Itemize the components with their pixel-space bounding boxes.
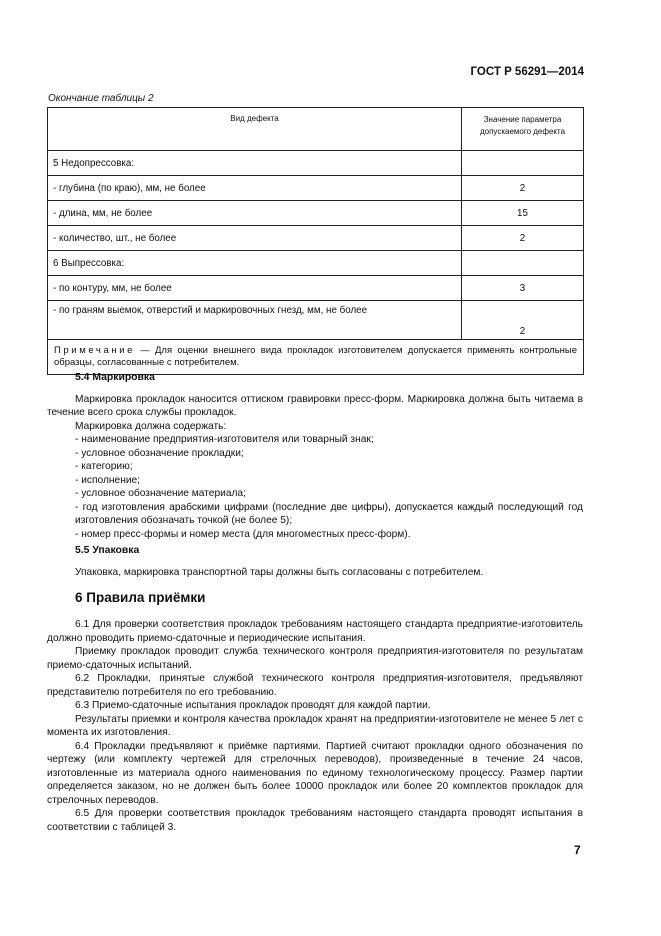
list-item: - наименование предприятия-изготовителя или товарный знак;	[75, 434, 374, 445]
paragraph: 6.3 Приемо-сдаточные испытания прокладок проводят для каждой партии.	[75, 700, 431, 711]
list-item: - год изготовления арабскими цифрами (последние две цифры), допускается каждый последующий год изготовления обозначать точкой (не более 5);	[75, 501, 583, 526]
list-item: - условное обозначение материала;	[75, 488, 246, 499]
section-title: 5.4 Маркировка	[75, 372, 155, 383]
table-row	[48, 176, 584, 201]
paragraph: Маркировка должна содержать:	[75, 420, 227, 432]
paragraph: Маркировка прокладок наносится оттиском гравировки пресс-форм. Маркировка должна быть читаема в течение всего срока службы прокладок.	[47, 393, 583, 418]
defect-value: 3	[462, 276, 584, 301]
defect-value: 15	[462, 201, 584, 226]
column-header-value-line1: Значение параметра	[483, 115, 562, 124]
defect-label: 5 Недопрессовка:	[48, 151, 462, 176]
paragraph: 6.5 Для проверки соответствия прокладок требованиям настоящего стандарта проводят испытания в соответствии с таблицей 3.	[47, 808, 583, 833]
paragraph: 6.1 Для проверки соответствия прокладок требованиям настоящего стандарта предприятие-изготовитель должно проводить приемо-сдаточные и периодические испытания.	[47, 619, 583, 644]
table-row	[48, 226, 584, 251]
section-5-4	[47, 371, 583, 541]
column-header-defect-type: Вид дефекта	[48, 108, 462, 151]
note-text: — Для оценки внешнего вида прокладок изготовителем допускается применять контрольные образцы, согласованные с потребителем.	[54, 345, 577, 368]
table-note	[48, 340, 584, 375]
list-item: - категорию;	[75, 461, 133, 472]
defect-value	[462, 151, 584, 176]
defect-value	[462, 251, 584, 276]
defects-table	[47, 107, 584, 375]
document-header: ГОСТ Р 56291—2014	[470, 66, 584, 78]
defect-value: 2	[462, 226, 584, 251]
defect-value: 2	[462, 301, 584, 340]
section-6	[47, 618, 583, 834]
list-item: - исполнение;	[75, 474, 141, 486]
paragraph: 6.4 Прокладки предъявляют к приёмке партиями. Партией считают прокладки одного обозначения по чертежу (или комплекту чертежей для стрелочных переводов), произведенные в течение 24 часов, изготовленные из материала одного наименования по единому технологическому процессу. Размер партии определяется заказом, но не должен быть более 10000 прокладок или более 20 комплектов прокладок для стрелочных переводов.	[47, 740, 583, 806]
paragraph: 6.2 Прокладки, принятые службой технического контроля предприятия-изготовителя, предъявляют представителю потребителя по его требованию.	[47, 673, 583, 698]
note-lead: Примечание	[54, 345, 135, 356]
table-row	[48, 301, 584, 340]
defect-label: - количество, шт., не более	[48, 226, 462, 251]
page-number: 7	[574, 843, 581, 857]
defect-label: 6 Выпрессовка:	[48, 251, 462, 276]
table-row	[48, 151, 584, 176]
table-header-row	[48, 108, 584, 151]
section-6-heading: 6 Правила приёмки	[75, 590, 206, 605]
table-row	[48, 276, 584, 301]
paragraph: Приемку прокладок проводит служба технического контроля предприятия-изготовителя по результатам приемо-сдаточных испытаний.	[47, 646, 583, 671]
section-5-5	[75, 544, 583, 579]
defect-label: - глубина (по краю), мм, не более	[48, 176, 462, 201]
list-item: - номер пресс-формы и номер места (для многоместных пресс-форм).	[75, 528, 411, 540]
defect-label: - длина, мм, не более	[48, 201, 462, 226]
table-note-row	[48, 340, 584, 375]
paragraph: Упаковка, маркировка транспортной тары должны быть согласованы с потребителем.	[75, 566, 484, 578]
defect-value: 2	[462, 176, 584, 201]
table-row	[48, 251, 584, 276]
defect-label: - по граням выемок, отверстий и маркировочных гнезд, мм, не более	[48, 301, 462, 340]
paragraph: Результаты приемки и контроля качества прокладок хранят на предприятии-изготовителе не менее 5 лет с момента их изготовления.	[47, 713, 583, 738]
table-caption: Окончание таблицы 2	[48, 93, 154, 104]
column-header-value	[462, 108, 584, 151]
section-title: 5.5 Упаковка	[75, 545, 140, 556]
list-item: - условное обозначение прокладки;	[75, 447, 244, 459]
column-header-value-line2: допускаемого дефекта	[479, 127, 566, 136]
defect-label: - по контуру, мм, не более	[48, 276, 462, 301]
table-row	[48, 201, 584, 226]
